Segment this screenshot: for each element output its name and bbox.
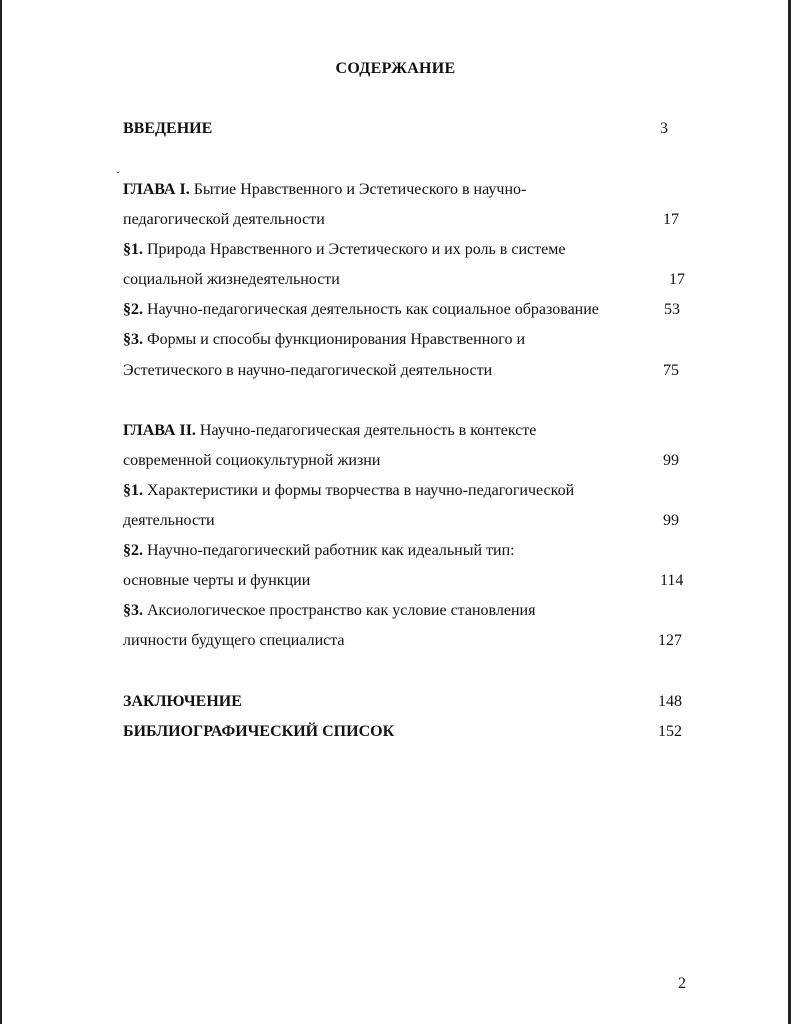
toc-ch1-sec1-line1 [123, 240, 565, 260]
toc-ch1-sec2-line1 [123, 300, 599, 320]
ch1-sec3-text: Формы и способы функционирования Нравственного и [143, 331, 525, 348]
toc-chapter2-page: 99 [663, 452, 679, 469]
toc-chapter1-title-line2: педагогической деятельности [123, 211, 325, 228]
toc-intro-label: ВВЕДЕНИЕ [123, 120, 213, 137]
toc-ch2-sec1-line2: деятельности [123, 512, 215, 529]
chapter1-title-text: Бытие Нравственного и Эстетического в научно- [189, 181, 527, 198]
toc-ch2-sec2-line1 [123, 541, 515, 561]
page-title: СОДЕРЖАНИЕ [335, 60, 456, 77]
toc-chapter2-title-line1 [123, 421, 536, 441]
toc-chapter1-title-line1 [123, 180, 526, 200]
chapter2-prefix: ГЛАВА II. [123, 422, 196, 439]
ch1-sec1-text: Природа Нравственного и Эстетического и их роль в системе [143, 241, 566, 258]
ch1-sec2-prefix: §2. [123, 301, 143, 318]
toc-ch1-sec3-line2: Эстетического в научно-педагогической деятельности [123, 362, 493, 379]
ch1-sec2-text: Научно-педагогическая деятельность как социальное образование [143, 301, 599, 318]
toc-ch2-sec2-page: 114 [660, 572, 684, 589]
toc-conclusion-label: ЗАКЛЮЧЕНИЕ [123, 693, 242, 710]
ch1-sec3-prefix: §3. [123, 331, 143, 348]
page-number: 2 [678, 975, 686, 992]
toc-ch1-sec2-page: 53 [664, 301, 680, 318]
toc-ch2-sec3-page: 127 [658, 632, 682, 649]
toc-bibliography-page: 152 [658, 723, 682, 740]
ch2-sec2-text: Научно-педагогический работник как идеальный тип: [143, 542, 515, 559]
toc-chapter2-title-line2: современной социокультурной жизни [123, 452, 381, 469]
toc-ch2-sec1-page: 99 [663, 512, 679, 529]
chapter1-prefix: ГЛАВА I. [123, 181, 190, 198]
toc-ch2-sec2-line2: основные черты и функции [123, 572, 311, 589]
toc-ch1-sec3-page: 75 [663, 362, 679, 379]
ch1-sec1-prefix: §1. [123, 241, 143, 258]
toc-ch2-sec3-line1 [123, 601, 535, 621]
toc-ch1-sec1-page: 17 [669, 271, 685, 288]
scan-edge-left [0, 0, 2, 1024]
toc-ch1-sec3-line1 [123, 330, 525, 350]
toc-ch2-sec3-line2: личности будущего специалиста [123, 632, 345, 649]
ch2-sec3-prefix: §3. [123, 602, 143, 619]
scan-mark-icon: ˇ [116, 170, 120, 182]
ch2-sec3-text: Аксиологическое пространство как условие становления [143, 602, 536, 619]
ch2-sec1-prefix: §1. [123, 482, 143, 499]
ch2-sec2-prefix: §2. [123, 542, 143, 559]
toc-bibliography-label: БИБЛИОГРАФИЧЕСКИЙ СПИСОК [123, 723, 395, 740]
toc-ch2-sec1-line1 [123, 481, 574, 501]
toc-intro-page: 3 [660, 120, 668, 137]
toc-chapter1-page: 17 [663, 211, 679, 228]
toc-conclusion-page: 148 [658, 693, 682, 710]
toc-ch1-sec1-line2: социальной жизнедеятельности [123, 271, 340, 288]
chapter2-title-text: Научно-педагогическая деятельность в контексте [195, 422, 537, 439]
ch2-sec1-text: Характеристики и формы творчества в научно-педагогической [143, 482, 575, 499]
